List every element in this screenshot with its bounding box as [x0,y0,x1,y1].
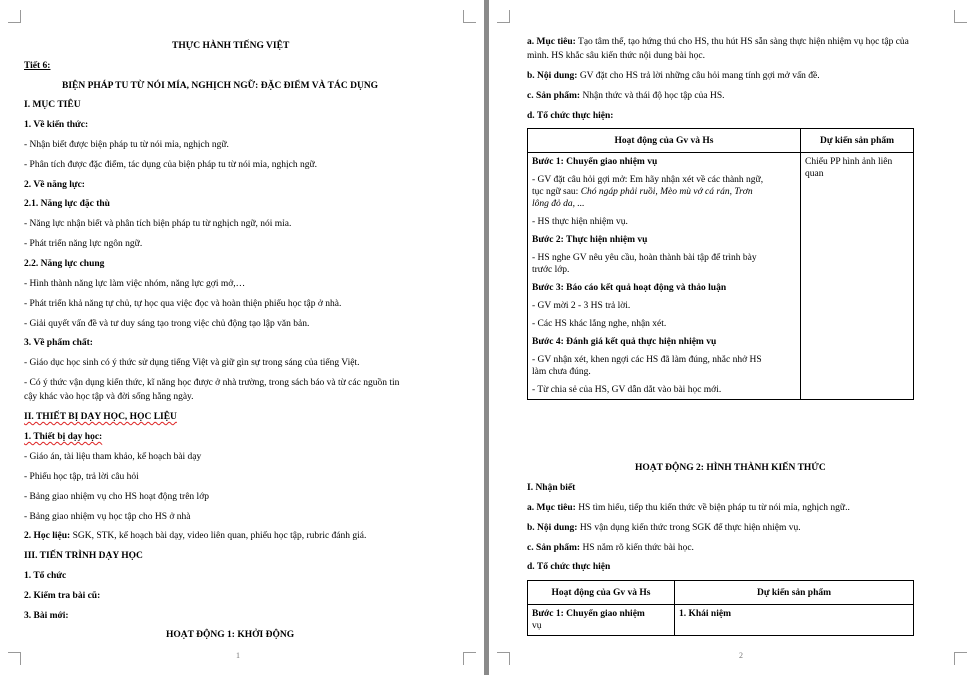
content-label: b. Nội dung: [527,71,578,81]
crop-mark [8,652,21,665]
subsection-heading: 1. Thiết bị dạy học: [24,432,103,442]
list-item: - Hình thành năng lực làm việc nhóm, năng lực gợi mở,… [24,279,246,289]
header-label: Hoạt động của Gv và Hs [551,587,651,598]
lesson-number: Tiết 6: [24,61,51,71]
product-line [527,90,725,102]
list-item-continued: cậy khác vào học tập và đời sống hằng ngày. [24,392,194,402]
learning-materials [24,530,366,542]
list-item: - Bảng giao nhiệm vụ học tập cho HS ở nhà [24,512,191,522]
step-text: làm chưa đúng. [532,367,591,377]
crop-mark [497,652,510,665]
activity-heading: HOẠT ĐỘNG 2: HÌNH THÀNH KIẾN THỨC [635,463,826,473]
learning-materials-text: SGK, STK, kế hoạch bài dạy, video liên quan, phiếu học tập, rubric đánh giá. [70,531,367,541]
step-text: trước lớp. [532,265,570,275]
step-heading: Bước 3: Báo cáo kết quả hoạt động và thảo luận [532,283,727,293]
content-text: GV đặt cho HS trả lời những câu hỏi mang tính gợi mở vấn đề. [577,71,820,81]
list-item: - Giải quyết vấn đề và tư duy sáng tạo trong việc chủ động tạo lập văn bản. [24,319,310,329]
idiom-text-part: lông đỏ da, ... [532,199,585,209]
step-text: - Từ chia sẻ của HS, GV dẫn dắt vào bài học mới. [532,385,722,395]
expected-product-cell [675,605,914,636]
document-page-1 [0,0,484,675]
list-item: - Năng lực nhận biết và phân tích biện pháp tu từ nghịch ngữ, nói mỉa. [24,219,292,229]
product-text: Nhận thức và thái độ học tập của HS. [580,91,725,101]
step-text: - GV mời 2 - 3 HS trả lời. [532,301,631,311]
table-header-activity [528,129,801,153]
table-header-product [675,581,914,605]
content-text: HS vận dụng kiến thức trong SGK để thực hiện nhiệm vụ. [577,523,801,533]
product-text: Chiếu PP hình ảnh liên [805,157,893,167]
subsection-heading: 3. Bài mới: [24,611,69,621]
subsection-heading: 3. Về phẩm chất: [24,338,93,348]
lesson-title: BIỆN PHÁP TU TỪ NÓI MÍA, NGHỊCH NGỮ: ĐẶC ĐIỂM VÀ TÁC DỤNG [62,81,379,91]
list-item: - Phát triển khả năng tự chủ, tự học qua việc đọc và hoàn thiện phiếu học tập ở nhà. [24,299,342,309]
document-page-2 [489,0,975,675]
step-text: - HS nghe GV nêu yêu cầu, hoàn thành bài tập để trình bày [532,253,757,263]
activity-table-1 [527,128,914,400]
step-text: - GV nhận xét, khen ngợi các HS đã làm đúng, nhắc nhở HS [532,355,762,365]
table-header-activity [528,581,675,605]
step-heading-continued: vụ [532,621,542,631]
content-label: b. Nội dung: [527,523,578,533]
doc-title: THỰC HÀNH TIẾNG VIỆT [172,41,290,51]
header-label: Dự kiến sản phẩm [819,135,895,146]
crop-mark [497,10,510,23]
step-text-part: tục ngữ sau: [532,187,581,197]
subsection-heading: 2. Về năng lực: [24,180,85,190]
subsection-heading: 2. Kiểm tra bài cũ: [24,591,101,601]
step-text [532,186,796,198]
organization-label: d. Tổ chức thực hiện [527,562,611,572]
list-item: - Có ý thức vận dụng kiến thức, kĩ năng học được ở nhà trường, trong sách báo và từ các nguồn tin [24,378,400,388]
subsection-heading: 2.1. Năng lực đặc thù [24,199,110,209]
step-text: - GV đặt câu hỏi gợi mở: Em hãy nhận xét về các thành ngữ, [532,175,764,185]
section-heading: III. TIẾN TRÌNH DẠY HỌC [24,551,143,561]
crop-mark [463,10,476,23]
content-line [527,70,820,82]
crop-mark [954,652,967,665]
step-text: - HS thực hiện nhiệm vụ. [532,217,628,227]
list-item: - Nhận biết được biện pháp tu từ nói mỉa, nghịch ngữ. [24,140,229,150]
product-label: c. Sản phẩm: [527,543,581,553]
objective-label: a. Mục tiêu: [527,37,576,47]
crop-mark [954,10,967,23]
product-label: c. Sản phẩm: [527,91,581,101]
table-header-product [801,129,914,153]
concept-heading: 1. Khái niệm [679,609,731,619]
list-item: - Bảng giao nhiệm vụ cho HS hoạt động trên lớp [24,492,209,502]
objective-line [527,36,909,48]
page-number: 2 [739,651,743,660]
list-item: - Phiếu học tập, trả lời câu hỏi [24,472,139,482]
list-item: - Giáo án, tài liệu tham khảo, kế hoạch bài dạy [24,452,202,462]
step-text: - Các HS khác lắng nghe, nhận xét. [532,319,667,329]
section-heading: I. Nhận biết [527,483,576,493]
activity-steps-cell [528,153,801,400]
objective-text: Tạo tâm thế, tạo hứng thú cho HS, thu hút HS sẵn sàng thực hiện nhiệm vụ học tập của [575,37,909,47]
subsection-heading: 2.2. Năng lực chung [24,259,105,269]
header-label: Dự kiến sản phẩm [756,587,832,598]
header-label: Hoạt động của Gv và Hs [614,135,714,146]
list-item: - Phát triển năng lực ngôn ngữ. [24,239,143,249]
objective-text: HS tìm hiểu, tiếp thu kiến thức về biện pháp tu từ nói mỉa, nghịch ngữ.. [575,503,850,513]
section-heading: II. THIẾT BỊ DẠY HỌC, HỌC LIỆU [24,412,177,422]
crop-mark [8,10,21,23]
list-item: - Phân tích được đặc điểm, tác dụng của biện pháp tu từ nói mỉa, nghịch ngữ. [24,160,317,170]
objective-line [527,502,850,514]
activity-heading: HOẠT ĐỘNG 1: KHỞI ĐỘNG [166,630,295,640]
organization-label: d. Tổ chức thực hiện: [527,111,614,121]
crop-mark [463,652,476,665]
objective-line-continued: mình. HS khắc sâu kiến thức nội dung bài học. [527,51,705,61]
objective-label: a. Mục tiêu: [527,503,576,513]
step-heading: Bước 1: Chuyển giao nhiệm [532,609,645,619]
section-heading: I. MỤC TIÊU [24,100,81,110]
activity-table-2 [527,580,914,636]
idiom-text [532,198,796,210]
page-number: 1 [236,651,240,660]
step-heading: Bước 1: Chuyển giao nhiệm vụ [532,157,658,167]
list-item: - Giáo dục học sinh có ý thức sử dụng tiếng Việt và giữ gìn sự trong sáng của tiếng Việt. [24,358,360,368]
product-text: quan [805,169,824,179]
product-text: HS nắm rõ kiến thức bài học. [580,543,694,553]
activity-steps-cell [528,605,675,636]
subsection-heading: 1. Tổ chức [24,571,67,581]
step-heading: Bước 2: Thực hiện nhiệm vụ [532,235,648,245]
step-heading: Bước 4: Đánh giá kết quả thực hiện nhiệm vụ [532,337,717,347]
idiom-text: Chó ngáp phải ruồi, Mèo mù vớ cá rán, Trơn [580,187,753,197]
subsection-heading: 1. Về kiến thức: [24,120,89,130]
expected-product-cell [801,153,914,400]
learning-materials-label: 2. Học liệu: [24,531,71,541]
content-line [527,522,801,534]
product-line [527,542,694,554]
